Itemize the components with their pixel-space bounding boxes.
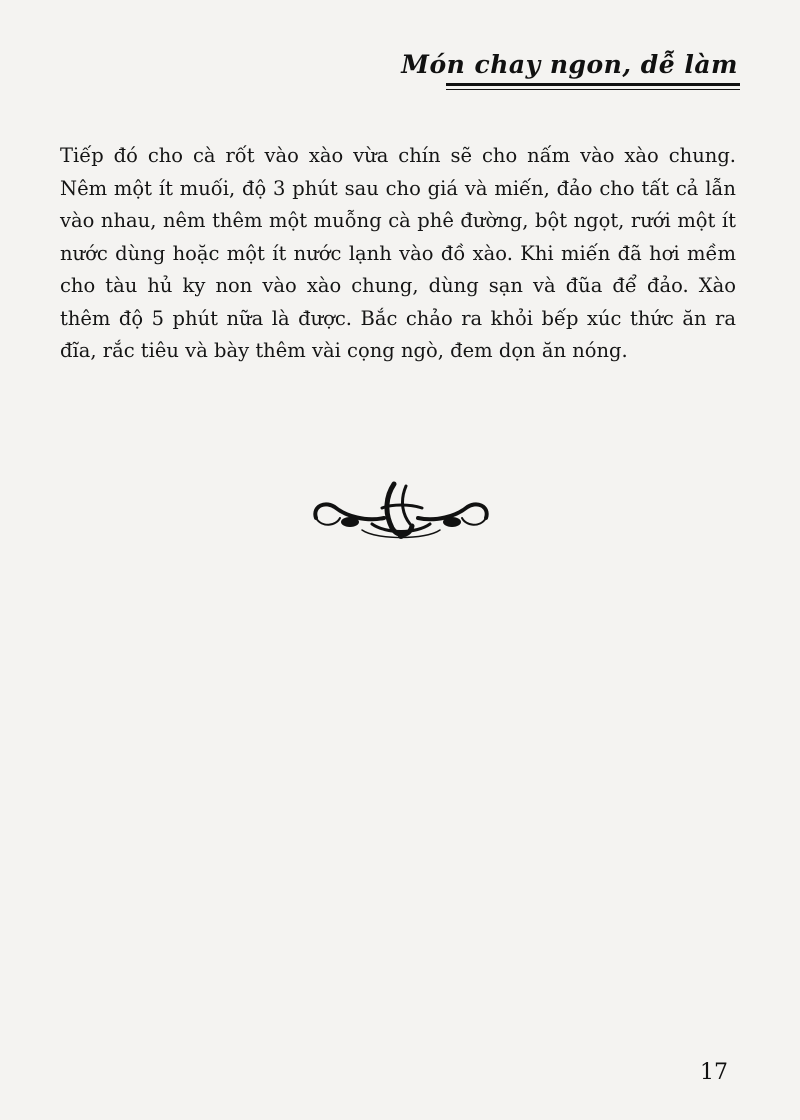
header-rule-thick: [446, 83, 740, 86]
page-number: 17: [700, 1060, 728, 1085]
body-paragraph: Tiếp đó cho cà rốt vào xào vừa chín sẽ cho nấm vào xào chung. Nêm một ít muối, độ 3 phút sau cho giá và miến, đảo cho tất cả lẫn vào nhau, nêm thêm một muỗng cà phê đường, bột ngọt, rưới một ít nước dùng hoặc một ít nước lạnh vào đồ xào. Khi miến đã hơi mềm cho tàu hủ ky non vào xào chung, dùng sạn và đũa để đảo. Xào thêm độ 5 phút nữa là được. Bắc chảo ra khỏi bếp xúc thức ăn ra đĩa, rắc tiêu và bày thêm vài cọng ngò, đem dọn ăn nóng.: [60, 144, 736, 362]
header-rule-thin: [446, 89, 740, 90]
running-header-title: Món chay ngon, dễ làm: [401, 50, 738, 79]
running-header: [401, 50, 740, 96]
flourish-ornament-icon: [306, 478, 496, 544]
